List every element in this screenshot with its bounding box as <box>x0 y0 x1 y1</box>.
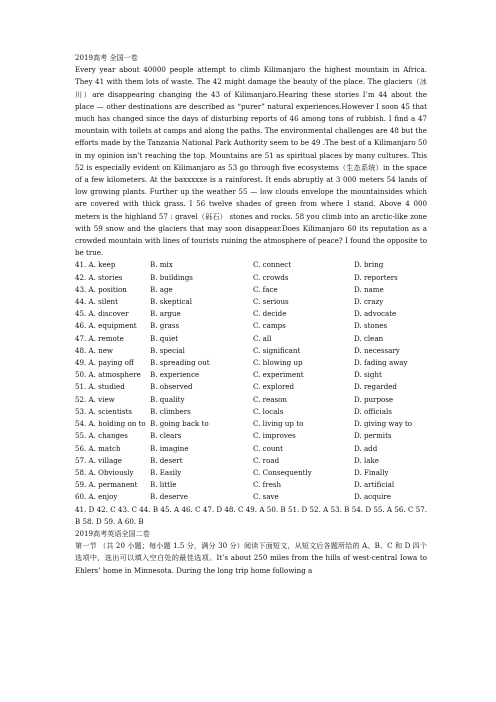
option-row-41 <box>75 259 427 271</box>
option-a: 57. A. village <box>75 455 122 465</box>
options-list <box>75 259 427 503</box>
option-d: D. clean <box>354 333 384 343</box>
option-c: C. decide <box>253 309 287 319</box>
option-row-51 <box>75 381 427 393</box>
option-c: C. explored <box>253 382 295 392</box>
option-d: D. artificial <box>354 480 395 490</box>
option-d: D. advocate <box>354 309 397 319</box>
option-a: 42. A. stories <box>75 272 123 282</box>
option-c: C. living up to <box>253 419 304 429</box>
option-d: D. purpose <box>354 394 394 404</box>
option-d: D. sight <box>354 370 382 380</box>
option-b: B. imagine <box>150 443 189 453</box>
option-d: D. lake <box>354 455 379 465</box>
option-c: C. all <box>253 333 272 343</box>
option-c: C. connect <box>253 260 292 270</box>
option-a: 59. A. permanent <box>75 480 138 490</box>
option-b: B. quality <box>150 394 185 404</box>
section2-heading: 2019高考英语全国二卷 <box>75 528 150 538</box>
option-a: 52. A. view <box>75 394 115 404</box>
option-row-46 <box>75 320 427 332</box>
option-b: B. grass <box>150 321 180 331</box>
option-b: B. age <box>150 284 173 294</box>
option-c: C. crowds <box>253 272 289 282</box>
section1-heading: 2019高考 全国一卷 <box>75 53 138 62</box>
option-d: D. stones <box>354 321 388 331</box>
option-row-42 <box>75 272 427 284</box>
option-row-57 <box>75 455 427 467</box>
option-b: B. clears <box>150 431 182 441</box>
option-d: D. giving way to <box>354 419 413 429</box>
option-b: B. spreading out <box>150 358 210 368</box>
option-c: C. blowing up <box>253 358 303 368</box>
option-a: 56. A. match <box>75 443 121 453</box>
option-b: B. observed <box>150 382 193 392</box>
option-b: B. going back to <box>150 419 209 429</box>
option-row-48 <box>75 345 427 357</box>
option-b: B. mix <box>150 260 173 270</box>
option-row-55 <box>75 430 427 442</box>
section2-intro: 第一节 （共 20 小题；每小题 1.5 分，满分 30 分）阅读下面短文，从短文后各题所给的 A、B、C 和 D 四个选项中，选出可以填入空白处的最佳选项。It’s about 250 miles from the hills of west-central Iowa to Ehlers’ home in Minnesota. During the long trip home following a <box>75 541 427 575</box>
option-d: D. crazy <box>354 297 384 307</box>
option-row-59 <box>75 479 427 491</box>
option-d: D. name <box>354 284 384 294</box>
option-row-45 <box>75 308 427 320</box>
option-c: C. count <box>253 443 283 453</box>
option-c: C. experiment <box>253 370 304 380</box>
option-d: D. acquire <box>354 492 392 502</box>
option-row-60 <box>75 491 427 503</box>
option-d: D. regarded <box>354 382 397 392</box>
option-c: C. locals <box>253 406 284 416</box>
option-c: C. significant <box>253 345 301 355</box>
answer-key: 41. D 42. C 43. C 44. B 45. A 46. C 47. D 48. C 49. A 50. B 51. D 52. A 53. B 54. D 55. A 56. C 57. B 58. D 59. A 60. B <box>75 504 427 526</box>
option-d: D. bring <box>354 260 384 270</box>
option-c: C. Consequently <box>253 467 312 477</box>
option-a: 44. A. silent <box>75 297 118 307</box>
option-d: D. reporters <box>354 272 398 282</box>
option-d: D. Finally <box>354 467 389 477</box>
option-row-49 <box>75 357 427 369</box>
option-row-47 <box>75 333 427 345</box>
option-d: D. fading away <box>354 358 408 368</box>
option-c: C. face <box>253 284 278 294</box>
option-a: 54. A. holding on to <box>75 419 146 429</box>
option-a: 51. A. studied <box>75 382 125 392</box>
option-b: B. argue <box>150 309 181 319</box>
option-a: 53. A. scientists <box>75 406 133 416</box>
option-a: 58. A. Obviously <box>75 467 134 477</box>
option-a: 41. A. keep <box>75 260 116 270</box>
option-d: D. add <box>354 443 378 453</box>
option-b: B. Easily <box>150 467 182 477</box>
option-b: B. deserve <box>150 492 188 502</box>
option-a: 45. A. discover <box>75 309 129 319</box>
option-c: C. road <box>253 455 280 465</box>
option-a: 43. A. position <box>75 284 127 294</box>
option-a: 49. A. paying off <box>75 358 134 368</box>
option-row-43 <box>75 284 427 296</box>
option-row-58 <box>75 467 427 479</box>
option-a: 47. A. remote <box>75 333 124 343</box>
option-row-44 <box>75 296 427 308</box>
cloze-passage: Every year about 40000 people attempt to climb Kilimanjaro the highest mountain in Africa. They 41 with them lots of waste. The 42 might damage the beauty of the place. The glaciers（冰川）are disappearing changing the 43 of Kilimanjaro.Hearing these stories I’m 44 about the place — other destinations are described as “purer” natural experiences.However I soon 45 that much has changed since the days of disturbing reports of 46 among tons of rubbish. I find a 47 mountain with toilets at camps and along the paths. The environmental challenges are 48 but the efforts made by the Tanzania National Park Authority seem to be 49 .The best of a Kilimanjaro 50 in my opinion isn’t reaching the top. Mountains are 51 as spiritual places by many cultures. This 52 is especially evident on Kilimanjaro as 53 go through five ecosystems（生态系统）in the space of a few kilometers. At the baxxxxxe is a rainforest. It ends abruptly at 3 000 meters 54 lands of low growing plants. Further up the weather 55 — low clouds envelope the mountainsides which are covered with thick grass. I 56 twelve shades of green from where I stand. Above 4 000 meters is the highland 57 : gravel（砾石） stones and rocks. 58 you climb into an arctic-like zone with 59 snow and the glaciers that may soon disappear.Does Kilimanjaro 60 its reputation as a crowded mountain with lines of tourists ruining the atmosphere of peace? I found the opposite to be true. <box>75 65 427 258</box>
option-b: B. quiet <box>150 333 179 343</box>
option-b: B. buildings <box>150 272 193 282</box>
option-b: B. climbers <box>150 406 191 416</box>
option-row-50 <box>75 369 427 381</box>
option-c: C. serious <box>253 297 289 307</box>
option-a: 60. A. enjoy <box>75 492 118 502</box>
option-a: 48. A. new <box>75 345 114 355</box>
option-b: B. skeptical <box>150 297 192 307</box>
option-row-53 <box>75 406 427 418</box>
option-c: C. reason <box>253 394 287 404</box>
option-d: D. necessary <box>354 345 400 355</box>
option-c: C. camps <box>253 321 286 331</box>
option-c: C. save <box>253 492 279 502</box>
option-row-56 <box>75 443 427 455</box>
option-d: D. officials <box>354 406 392 416</box>
option-b: B. little <box>150 480 177 490</box>
option-c: C. fresh <box>253 480 282 490</box>
document-content <box>75 52 427 577</box>
option-a: 55. A. changes <box>75 431 128 441</box>
option-row-54 <box>75 418 427 430</box>
option-c: C. improves <box>253 431 296 441</box>
option-b: B. experience <box>150 370 200 380</box>
option-d: D. permits <box>354 431 392 441</box>
option-b: B. desert <box>150 455 183 465</box>
option-b: B. special <box>150 345 185 355</box>
option-a: 50. A. atmosphere <box>75 370 141 380</box>
option-row-52 <box>75 394 427 406</box>
option-a: 46. A. equipment <box>75 321 137 331</box>
